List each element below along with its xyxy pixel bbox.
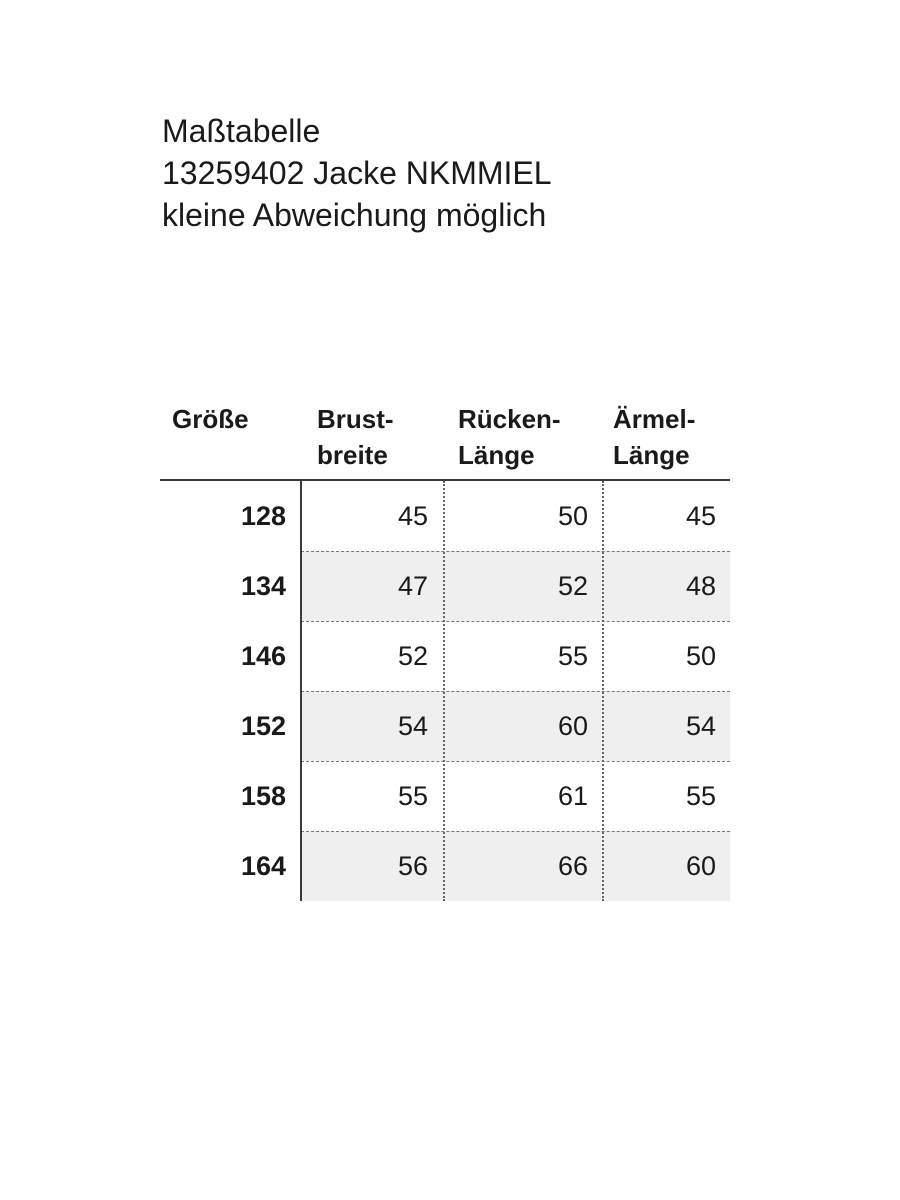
header-chest-width bbox=[317, 401, 394, 473]
header-sleeve-length-line2: Länge bbox=[613, 440, 690, 470]
header-chest-width-line2: breite bbox=[317, 440, 388, 470]
chest-width-cell: 56 bbox=[397, 851, 428, 881]
back-length-cell: 55 bbox=[557, 641, 588, 671]
size-table bbox=[160, 393, 730, 901]
table-row bbox=[160, 551, 730, 621]
back-length-cell: 52 bbox=[557, 571, 588, 601]
back-length-cell: 50 bbox=[557, 501, 588, 531]
table-body bbox=[160, 481, 730, 901]
product-title: 13259402 Jacke NKMMIEL bbox=[162, 155, 552, 191]
sleeve-length-cell: 54 bbox=[685, 711, 716, 741]
header-back-length-line2: Länge bbox=[458, 440, 535, 470]
size-cell: 128 bbox=[240, 501, 286, 531]
deviation-note: kleine Abweichung möglich bbox=[162, 197, 547, 233]
size-column-divider bbox=[300, 481, 302, 901]
heading-block bbox=[162, 110, 552, 236]
table-row bbox=[160, 831, 730, 901]
page-title: Maßtabelle bbox=[162, 113, 321, 149]
size-cell: 158 bbox=[240, 781, 286, 811]
table-row bbox=[160, 621, 730, 691]
header-back-length bbox=[458, 401, 561, 473]
chest-width-cell: 45 bbox=[397, 501, 428, 531]
column-divider bbox=[602, 481, 604, 901]
header-back-length-line1: Rücken- bbox=[458, 404, 561, 434]
header-chest-width-line1: Brust- bbox=[317, 404, 394, 434]
header-sleeve-length-line1: Ärmel- bbox=[613, 404, 696, 434]
size-cell: 134 bbox=[240, 571, 286, 601]
size-cell: 164 bbox=[240, 851, 286, 881]
back-length-cell: 66 bbox=[557, 851, 588, 881]
back-length-cell: 60 bbox=[557, 711, 588, 741]
sleeve-length-cell: 48 bbox=[685, 571, 716, 601]
size-cell: 146 bbox=[240, 641, 286, 671]
header-sleeve-length bbox=[613, 401, 695, 473]
chest-width-cell: 47 bbox=[397, 571, 428, 601]
table-header bbox=[160, 393, 730, 481]
sleeve-length-cell: 45 bbox=[685, 501, 716, 531]
sleeve-length-cell: 60 bbox=[685, 851, 716, 881]
table-row bbox=[160, 761, 730, 831]
chest-width-cell: 54 bbox=[397, 711, 428, 741]
sleeve-length-cell: 55 bbox=[685, 781, 716, 811]
column-divider bbox=[443, 481, 445, 901]
table-row bbox=[160, 691, 730, 761]
table-row bbox=[160, 481, 730, 551]
chest-width-cell: 52 bbox=[397, 641, 428, 671]
sleeve-length-cell: 50 bbox=[685, 641, 716, 671]
header-size bbox=[172, 401, 249, 437]
chest-width-cell: 55 bbox=[397, 781, 428, 811]
back-length-cell: 61 bbox=[557, 781, 588, 811]
header-size-line1: Größe bbox=[172, 404, 249, 434]
size-cell: 152 bbox=[240, 711, 286, 741]
